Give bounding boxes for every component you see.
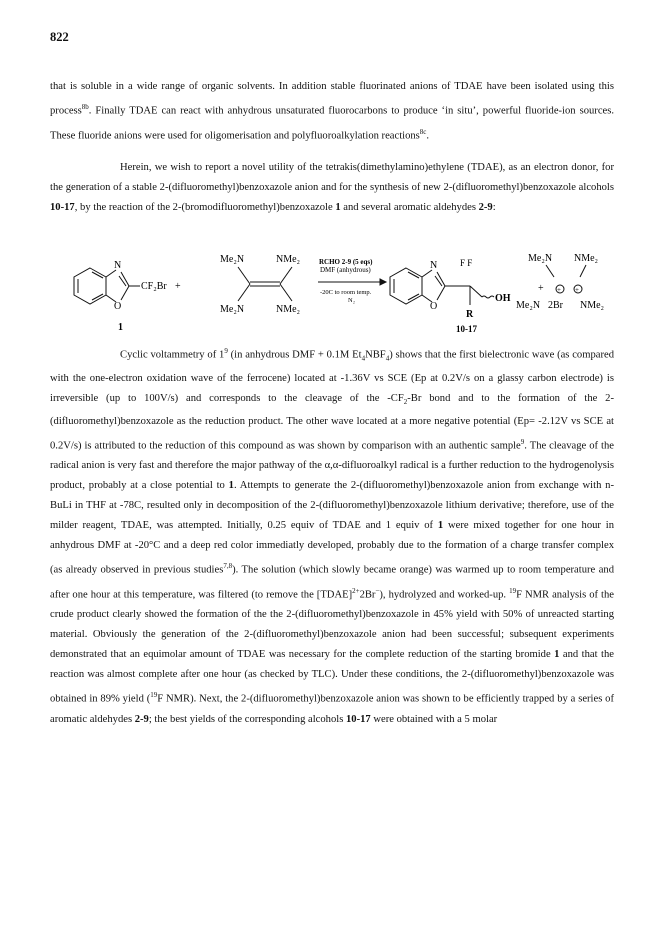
- compound-label: 10-17: [50, 202, 75, 213]
- superscript: 19: [509, 586, 517, 595]
- paragraph-3-text: ) shows that the first bielectronic wave (as compared with the one-electron oxidation wave of the ferrocene) located at -1.36V vs SCE (Ep at 0.2V/s on a glassy carbon electrode) is irreversible (up to 100V/s) and corresponds to the cleavage of the -CF: [50, 349, 614, 404]
- product-label: 10-17: [456, 324, 477, 334]
- paragraph-3-text: . The cleavage of the radical anion is very fast and therefore the major pathway of the α,α-difluoroalkyl radical is a further reduction to the hydrogenolysis product, probably at a close potential to: [50, 440, 614, 492]
- condition-line-2: N₂: [348, 297, 355, 304]
- paragraph-3-text: -Br bond and to the formation of the 2-(difluoromethyl)benzoxazole as the reduction product. The other wave located at a more negative potential (Ep= -2.12V vs SCE at 0.2V/s) is attributed to the reduction of this compound as was shown by comparison with an authentic sample: [50, 392, 614, 452]
- reagent-line-1: RCHO 2-9 (5 eqs): [319, 258, 373, 266]
- cf2br-group: CF₂Br: [141, 281, 167, 292]
- reference-9: 9: [520, 437, 525, 446]
- paragraph-2-text: , by the reaction of the 2-(bromodifluoromethyl)benzoxazole: [74, 202, 336, 213]
- reaction-scheme: [50, 247, 614, 337]
- salt-group-tl: Me₂N: [528, 253, 553, 264]
- bromide-anion: 2Br: [548, 300, 563, 311]
- paragraph-3-text: NBF: [365, 349, 386, 361]
- reagent-line-2: DMF (anhydrous): [320, 266, 371, 274]
- tdae-structure: [238, 267, 292, 301]
- paragraph-3-text: ), hydrolyzed and worked-up.: [379, 589, 510, 601]
- salt-group-bl: Me₂N: [516, 300, 541, 311]
- compound-label: 1: [228, 480, 234, 492]
- benzoxazole-reactant: [74, 268, 140, 304]
- ring-n-label: N: [114, 260, 122, 271]
- compound-label: 2-9: [134, 713, 149, 725]
- paragraph-1: [50, 77, 614, 146]
- paragraph-3-text: 2Br: [359, 589, 376, 601]
- paragraph-2-text: and several aromatic aldehydes: [340, 202, 479, 213]
- wavy-bond: [482, 296, 494, 298]
- compound-label: 1: [437, 520, 444, 532]
- condition-line-1: -20C to room temp.: [320, 289, 372, 296]
- benzoxazole-product: [390, 268, 482, 305]
- plus-sign: +: [175, 281, 181, 292]
- paragraph-3-text: were mixed together for one hour in anhydrous DMF at -20°C and a deep red color immediatly developed, probably due to the formation of a charge transfer complex (as already observed in previous studies: [50, 520, 614, 576]
- product-ring-n-label: N: [430, 260, 438, 271]
- paragraph-3: [50, 341, 614, 730]
- reference-8b: 8b: [81, 103, 89, 111]
- cation-charge-b: +: [575, 286, 579, 294]
- hydroxyl-label: OH: [495, 293, 511, 304]
- cation-charge-a: +: [557, 286, 561, 294]
- reactant-label: 1: [118, 322, 123, 333]
- plus-sign: +: [538, 283, 544, 294]
- tdae-group-tl: Me₂N: [220, 254, 245, 265]
- compound-label: 2-9: [478, 202, 493, 213]
- reaction-arrow: [318, 279, 386, 285]
- paragraph-3-text: (in anhydrous DMF + 0.1M Et: [227, 349, 362, 361]
- paragraph-3-text: were obtained with a 5 molar: [370, 713, 498, 725]
- paragraph-3-text: ; the best yields of the corresponding alcohols: [148, 713, 346, 725]
- reference-8c: 8c: [419, 127, 427, 136]
- page-number: 822: [50, 30, 69, 44]
- compound-label: 10-17: [345, 713, 371, 725]
- paragraph-3-text: F NMR). Next, the 2-(difluoromethyl)benzoxazole anion was shown to be efficiently trapped by a series of aromatic aldehydes: [50, 693, 614, 725]
- product-ring-o-label: O: [430, 301, 438, 312]
- compound-label: 1: [554, 649, 560, 661]
- reference-9: 9: [224, 347, 228, 355]
- paragraph-3-text: Cyclic voltammetry of 1: [120, 349, 225, 361]
- salt-group-tr: NMe₂: [574, 253, 599, 264]
- superscript: 2+: [352, 586, 360, 595]
- reference-7-8: 7,8: [223, 562, 233, 571]
- subscript: 4: [385, 354, 390, 363]
- paragraph-2-text: :: [492, 202, 496, 213]
- paragraph-1-text: that is soluble in a wide range of organic solvents. In addition stable fluorinated anions of TDAE have been isolated using this process: [50, 81, 614, 117]
- tdae-group-bl: Me₂N: [220, 304, 245, 315]
- tdae-salt: [546, 265, 586, 293]
- tdae-group-br: NMe₂: [276, 304, 301, 315]
- superscript: −: [375, 586, 380, 595]
- r-group-label: R: [466, 309, 474, 320]
- subscript: 2: [403, 397, 408, 406]
- paragraph-3-text: . Attempts to generate the 2-(difluoromethyl)benzoxazole anion from exchange with n-BuLi in THF at -78C, resulted only in decomposition of the 2-(difluoromethyl)benzoxazole lithium derivative; therefore, use of the milder reagent, TDAE, was attempted. Initially, 0.25 equiv of TDAE and 1 equiv of: [50, 480, 614, 532]
- paragraph-3-text: F NMR analysis of the crude product clearly showed the formation of the the 2-(difluoromethyl)benzoxazole in 45% yield with 50% of unreacted starting material. Obviously the generation of the 2-(difluoromethyl)benzoxazole anion had been successful; subsequent experiments demonstrated that an equimolar amount of TDAE was necessary for the complete reduction of the starting bromide: [50, 589, 614, 661]
- paragraph-2-text: Herein, we wish to report a novel utility of the tetrakis(dimethylamino)ethylene (TDAE), as an electron donor, for the generation of a stable 2-(difluoromethyl)benzoxazole anion and for the synthesis of new 2-(difluoromethyl)benzoxazole alcohols: [50, 162, 614, 193]
- difluoro-label: F F: [460, 258, 473, 268]
- paragraph-3-text: ). The solution (which slowly became orange) was warmed up to room temperature and after one hour at this temperature, was filtered (to remove the [TDAE]: [50, 564, 614, 601]
- subscript: 4: [361, 354, 366, 363]
- paragraph-3-text: and that the reaction was almost complete after one hour (as checked by TLC). Under these conditions, the 2-(difluoromethyl)benzoxazole was obtained in 89% yield (: [50, 649, 614, 705]
- superscript: 19: [150, 691, 158, 700]
- paragraph-1-text: . Finally TDAE can react with anhydrous unsaturated fluorocarbons to produce ‘in situ’, powerful fluoride-ion sources. These fluoride anions were used for oligomerisation and polyfluoroalkylation reactions: [50, 105, 614, 142]
- paragraph-2: [50, 158, 614, 218]
- ring-o-label: O: [114, 301, 122, 312]
- paragraph-1-text: .: [426, 130, 430, 142]
- salt-group-br: NMe₂: [580, 300, 605, 311]
- compound-label: 1: [335, 202, 341, 213]
- tdae-group-tr: NMe₂: [276, 254, 301, 265]
